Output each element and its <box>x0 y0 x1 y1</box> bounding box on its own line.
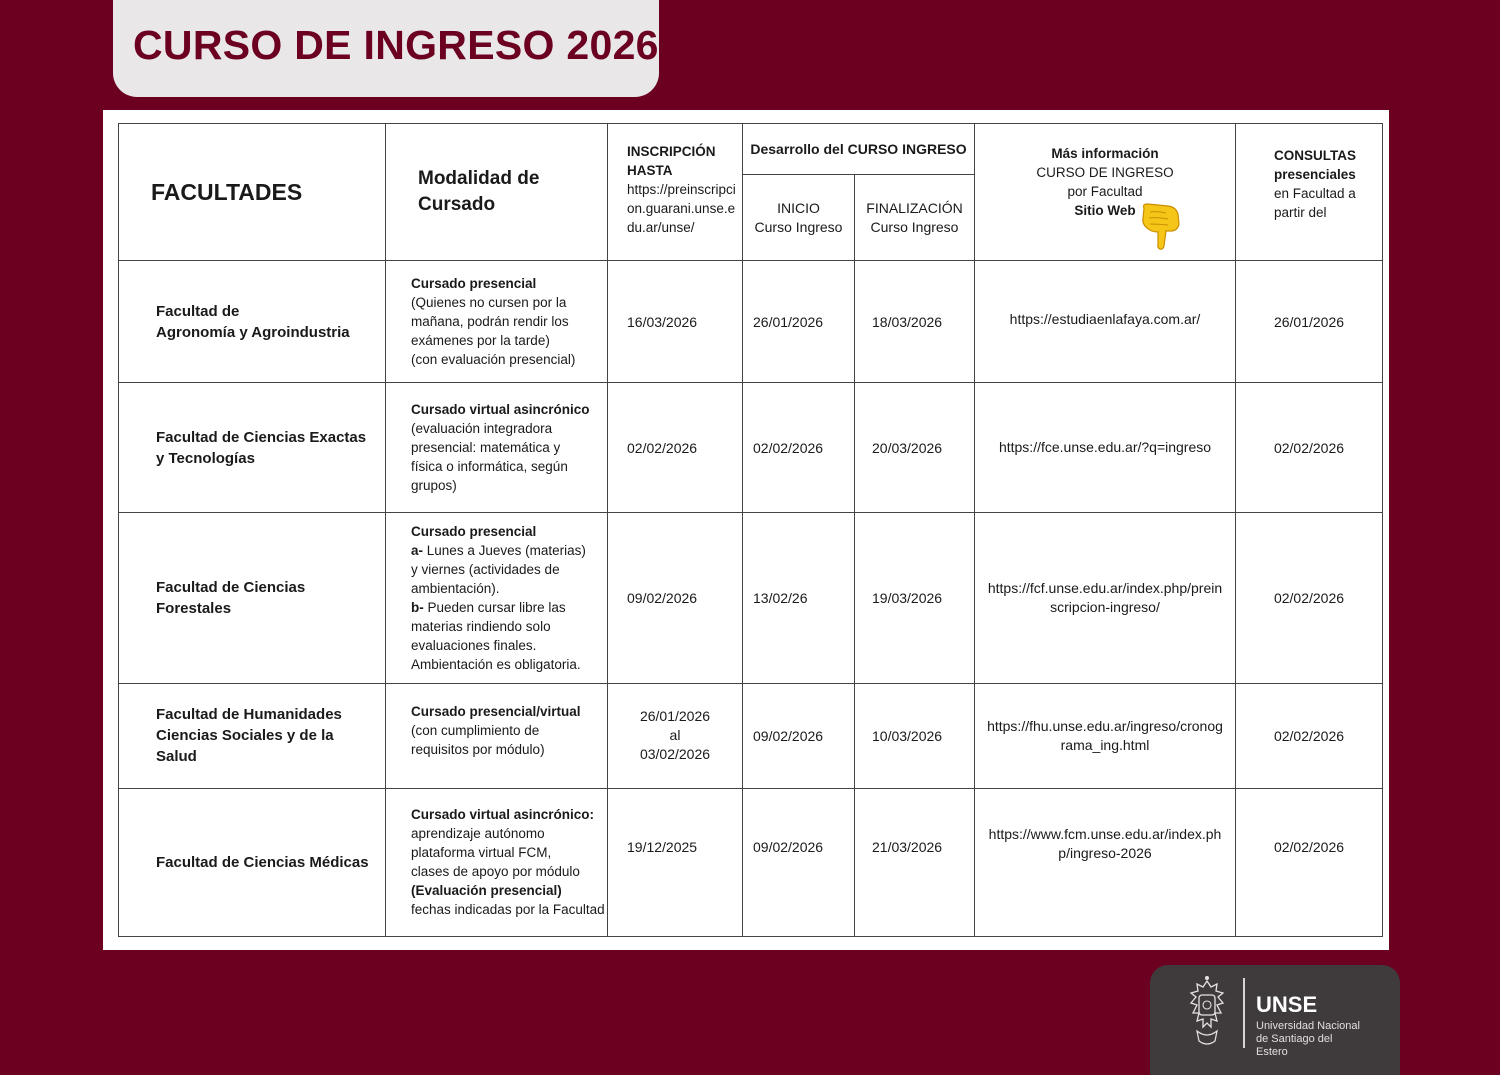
inicio-date: 26/01/2026 <box>743 261 855 383</box>
facultad-url[interactable]: https://fce.unse.edu.ar/?q=ingreso <box>975 383 1236 513</box>
table-row <box>119 683 1383 788</box>
inscripcion-date-line: 26/01/2026 <box>639 708 711 725</box>
facultad-name-line: Facultad de Humanidades <box>156 706 342 724</box>
option-a-label: a- <box>411 543 424 559</box>
header-consultas-line3: en Facultad a <box>1274 186 1356 201</box>
facultad-name-line: Facultad de <box>156 302 240 320</box>
facultad-url[interactable]: https://fhu.unse.edu.ar/ingreso/cronograma_ing.html <box>975 683 1236 788</box>
consultas-date: 02/02/2026 <box>1236 788 1383 936</box>
modalidad-title: Cursado presencial <box>411 524 537 540</box>
modalidad-line: ambientación). <box>411 581 500 597</box>
facultad-url[interactable]: https://fcf.unse.edu.ar/index.php/preinscripcion-ingreso/ <box>975 513 1236 683</box>
header-modalidad-line2: Cursado <box>418 194 496 216</box>
header-inicio <box>743 175 855 261</box>
modalidad-line: grupos) <box>411 478 457 494</box>
modalidad-line: (Quienes no cursen por la <box>411 295 567 311</box>
inscripcion-date: 19/12/2025 <box>608 788 743 936</box>
table-row <box>119 383 1383 513</box>
header-consultas-line2: presenciales <box>1274 167 1356 182</box>
inscripcion-date-line: 03/02/2026 <box>639 746 711 763</box>
modalidad-line: materias rindiendo solo <box>411 619 551 635</box>
header-consultas-line1: CONSULTAS <box>1274 148 1356 163</box>
table-header-row <box>119 124 1383 175</box>
final-date: 20/03/2026 <box>855 383 975 513</box>
header-info-line3: por Facultad <box>1067 184 1143 199</box>
modalidad-cell <box>386 683 608 788</box>
modalidad-evaluation: (Evaluación presencial) <box>411 882 562 898</box>
facultad-name-line: Agronomía y Agroindustria <box>156 323 350 341</box>
header-finalizacion <box>855 175 975 261</box>
modalidad-line: aprendizaje autónomo <box>411 825 545 841</box>
modalidad-title: Cursado presencial <box>411 276 537 292</box>
final-date: 10/03/2026 <box>855 683 975 788</box>
modalidad-line: requisitos por módulo) <box>411 741 545 757</box>
logo-subtitle-line: de Santiago del Estero <box>1256 1033 1333 1058</box>
unse-seal-icon <box>1183 975 1231 1050</box>
header-facultades: FACULTADES <box>119 124 386 261</box>
modalidad-line: física o informática, según <box>411 459 568 475</box>
pointing-down-hand-icon <box>1138 202 1182 252</box>
modalidad-line: (con evaluación presencial) <box>411 352 576 368</box>
table-row <box>119 261 1383 383</box>
option-b-label: b- <box>411 600 424 616</box>
facultad-cell <box>119 383 386 513</box>
title-box <box>113 0 659 97</box>
header-info-line4: Sitio Web <box>1074 203 1136 218</box>
modalidad-line: (evaluación integradora <box>411 421 553 437</box>
facultad-cell <box>119 683 386 788</box>
facultad-url[interactable]: https://www.fcm.unse.edu.ar/index.php/ingreso-2026 <box>975 788 1236 936</box>
header-inicio-line2: Curso Ingreso <box>754 218 843 235</box>
inicio-date: 09/02/2026 <box>743 683 855 788</box>
modalidad-line: clases de apoyo por módulo <box>411 863 580 879</box>
modalidad-title: Cursado virtual asincrónico: <box>411 806 595 822</box>
logo-name: UNSE <box>1256 992 1318 1017</box>
modalidad-line: (con cumplimiento de <box>411 722 540 738</box>
facultad-cell <box>119 788 386 936</box>
header-inicio-line1: INICIO <box>777 199 820 216</box>
facultad-cell <box>119 513 386 683</box>
facultad-name-line: Facultad de Ciencias Médicas <box>156 853 369 871</box>
header-final-line1: FINALIZACIÓN <box>866 199 963 216</box>
header-inscripcion <box>608 124 743 261</box>
inscripcion-date: 09/02/2026 <box>608 513 743 683</box>
table-row <box>119 788 1383 936</box>
logo-subtitle-line: Universidad Nacional <box>1256 1020 1360 1032</box>
modalidad-line <box>411 598 603 617</box>
modalidad-text: Pueden cursar libre las <box>427 600 566 616</box>
inscripcion-date <box>608 683 743 788</box>
consultas-date: 26/01/2026 <box>1236 261 1383 383</box>
header-info-label: Más información <box>1051 146 1159 161</box>
modalidad-line: y viernes (actividades de <box>411 562 560 578</box>
header-modalidad <box>386 124 608 261</box>
modalidad-line: evaluaciones finales. <box>411 638 537 654</box>
header-inscripcion-url: https://preinscripcion.guarani.unse.edu.ar/unse/ <box>627 182 736 235</box>
modalidad-cell <box>386 383 608 513</box>
consultas-date: 02/02/2026 <box>1236 683 1383 788</box>
header-consultas <box>1236 124 1383 261</box>
inicio-date: 09/02/2026 <box>743 788 855 936</box>
modalidad-cell <box>386 261 608 383</box>
modalidad-title: Cursado virtual asincrónico <box>411 402 590 418</box>
facultad-name-line: y Tecnologías <box>156 449 255 467</box>
inscripcion-date: 16/03/2026 <box>608 261 743 383</box>
facultad-name-line: Facultad de Ciencias Exactas <box>156 428 367 446</box>
facultad-url[interactable]: https://estudiaenlafaya.com.ar/ <box>975 261 1236 383</box>
modalidad-cell <box>386 513 608 683</box>
facultad-cell <box>119 261 386 383</box>
header-mas-informacion <box>975 124 1236 261</box>
header-info-line2: CURSO DE INGRESO <box>1036 165 1174 180</box>
header-final-line2: Curso Ingreso <box>870 218 959 235</box>
final-date: 19/03/2026 <box>855 513 975 683</box>
page-title: CURSO DE INGRESO 2026 <box>133 22 659 68</box>
final-date: 21/03/2026 <box>855 788 975 936</box>
schedule-card <box>103 110 1389 950</box>
modalidad-line: Ambientación es obligatoria. <box>411 657 581 673</box>
header-modalidad-line1: Modalidad de <box>418 168 540 190</box>
unse-logo <box>1150 965 1400 1075</box>
consultas-date: 02/02/2026 <box>1236 513 1383 683</box>
header-inscripcion-label: INSCRIPCIÓN HASTA <box>627 144 716 178</box>
modalidad-line: plataforma virtual FCM, <box>411 844 552 860</box>
modalidad-line: presencial: matemática y <box>411 440 561 456</box>
consultas-date: 02/02/2026 <box>1236 383 1383 513</box>
header-desarrollo: Desarrollo del CURSO INGRESO <box>743 124 975 175</box>
modalidad-line <box>411 541 603 560</box>
inscripcion-date-line: al <box>669 727 681 744</box>
facultad-name-line: Facultad de Ciencias <box>156 579 306 597</box>
modalidad-line: exámenes por la tarde) <box>411 333 550 349</box>
final-date: 18/03/2026 <box>855 261 975 383</box>
inicio-date: 02/02/2026 <box>743 383 855 513</box>
header-consultas-line4: partir del <box>1274 205 1327 220</box>
inscripcion-date: 02/02/2026 <box>608 383 743 513</box>
facultad-name-line: Salud <box>156 748 197 766</box>
table-row <box>119 513 1383 683</box>
inicio-date: 13/02/26 <box>743 513 855 683</box>
facultad-name-line: Forestales <box>156 600 232 618</box>
modalidad-text: Lunes a Jueves (materias) <box>426 543 586 559</box>
modalidad-title: Cursado presencial/virtual <box>411 703 581 719</box>
schedule-table <box>118 123 1383 937</box>
logo-divider <box>1243 978 1245 1048</box>
facultad-name-line: Ciencias Sociales y de la <box>156 727 334 745</box>
modalidad-cell <box>386 788 608 936</box>
modalidad-line: mañana, podrán rendir los <box>411 314 569 330</box>
modalidad-line: fechas indicadas por la Facultad <box>411 901 605 917</box>
logo-subtitle <box>1256 1020 1366 1059</box>
